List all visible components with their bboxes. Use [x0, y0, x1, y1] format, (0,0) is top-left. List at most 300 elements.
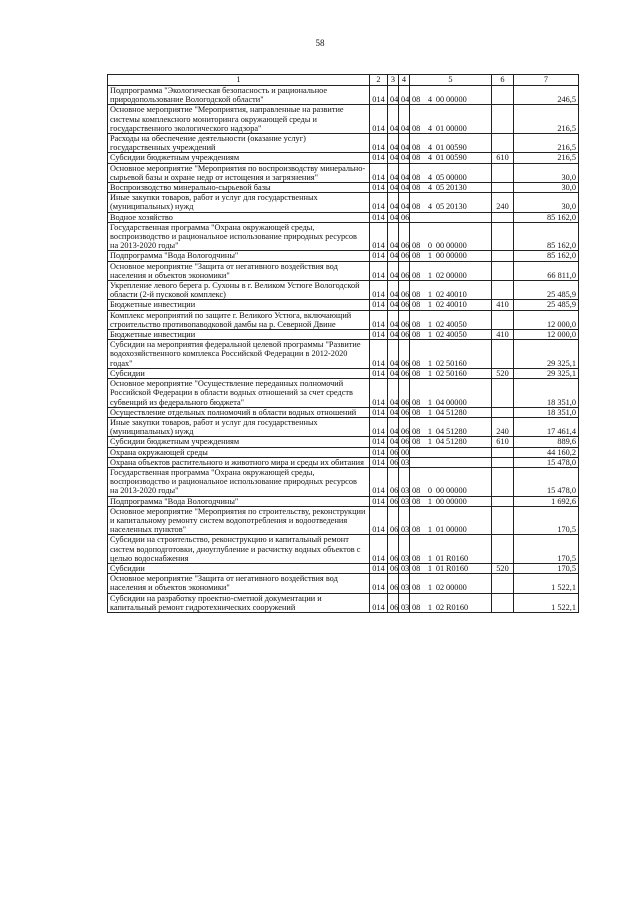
subsection-code: 04	[399, 134, 410, 153]
row-name: Бюджетные инвестиции	[108, 300, 370, 310]
article-code-part: 1	[427, 330, 433, 340]
article-code-part: 40010	[446, 300, 467, 310]
row-name: Бюджетные инвестиции	[108, 330, 370, 340]
ministry-code: 014	[370, 496, 388, 506]
article-code-part: 20130	[446, 202, 467, 212]
subsection-code: 06	[399, 437, 410, 447]
subsection-code: 03	[399, 496, 410, 506]
subsection-code: 06	[399, 222, 410, 251]
article-code-part: 1	[427, 427, 433, 437]
column-header-3: 3	[388, 75, 399, 86]
article-code-part: 1	[427, 602, 433, 612]
subsection-code: 03	[399, 574, 410, 593]
article-code-part: 4	[427, 143, 433, 153]
article-code-part: 4	[427, 123, 433, 133]
table-body	[108, 86, 579, 613]
expense-type-code: 240	[492, 417, 514, 436]
target-article-code	[410, 447, 492, 457]
expense-type-code: 520	[492, 563, 514, 573]
article-code-part: 00	[435, 241, 445, 251]
expense-type-code: 520	[492, 368, 514, 378]
article-code-part: 50160	[446, 358, 467, 368]
target-article-code	[410, 222, 492, 251]
article-code-part: 01	[435, 143, 445, 153]
article-code-part: 08	[412, 241, 421, 251]
article-code-part: R0160	[446, 553, 469, 563]
amount-value: 30,0	[514, 193, 579, 212]
article-code-part: 1	[427, 583, 433, 593]
row-name: Охрана объектов растительного и животного мира и среды их обитания	[108, 457, 370, 467]
article-code-part: 04	[435, 407, 445, 417]
article-code-part: 00	[435, 496, 445, 506]
article-code-part: 00000	[446, 496, 467, 506]
ministry-code: 014	[370, 134, 388, 153]
target-article-code	[410, 467, 492, 496]
column-header-7: 7	[514, 75, 579, 86]
article-code-part: 40050	[446, 330, 467, 340]
subsection-code: 03	[399, 467, 410, 496]
ministry-code: 014	[370, 467, 388, 496]
row-name: Подпрограмма "Вода Вологодчины"	[108, 251, 370, 261]
table-row	[108, 330, 579, 340]
expense-type-code	[492, 467, 514, 496]
article-code-part: 1	[427, 358, 433, 368]
row-name: Расходы на обеспечение деятельности (оказание услуг) государственных учреждений	[108, 134, 370, 153]
ministry-code: 014	[370, 153, 388, 163]
amount-value: 170,5	[514, 535, 579, 564]
ministry-code: 014	[370, 193, 388, 212]
article-code-part: 1	[427, 300, 433, 310]
section-code: 06	[388, 467, 399, 496]
section-code: 06	[388, 563, 399, 573]
article-code-part: 01	[435, 553, 445, 563]
ministry-code: 014	[370, 310, 388, 329]
section-code: 06	[388, 457, 399, 467]
expense-type-code	[492, 593, 514, 612]
article-code-part: 02	[435, 270, 445, 280]
amount-value: 12 000,0	[514, 330, 579, 340]
ministry-code: 014	[370, 593, 388, 612]
article-code-part: 08	[412, 143, 421, 153]
article-code-part: 08	[412, 290, 421, 300]
target-article-code	[410, 310, 492, 329]
table-row	[108, 163, 579, 182]
article-code-part: 0	[427, 486, 433, 496]
subsection-code: 06	[399, 379, 410, 408]
article-code-part: 20130	[446, 183, 467, 193]
article-code-part: 08	[412, 407, 421, 417]
article-code-part: 00000	[446, 525, 467, 535]
ministry-code: 014	[370, 447, 388, 457]
article-code-part: 02	[435, 330, 445, 340]
subsection-code: 06	[399, 281, 410, 300]
ministry-code: 014	[370, 417, 388, 436]
expense-type-code	[492, 163, 514, 182]
row-name: Субсидии на мероприятия федеральной целевой программы "Развитие водохозяйственного комплекса Российской Федерации в 2012-2020 годах"	[108, 340, 370, 369]
table-row	[108, 417, 579, 436]
expense-type-code	[492, 340, 514, 369]
article-code-part: 08	[412, 330, 421, 340]
table-row	[108, 535, 579, 564]
section-code: 04	[388, 222, 399, 251]
expense-type-code	[492, 496, 514, 506]
expense-type-code	[492, 212, 514, 222]
article-code-part: 1	[427, 553, 433, 563]
subsection-code: 04	[399, 105, 410, 134]
article-code-part: 51280	[446, 437, 467, 447]
table-row	[108, 506, 579, 535]
ministry-code: 014	[370, 437, 388, 447]
article-code-part: 00000	[446, 172, 467, 182]
article-code-part: 1	[427, 319, 433, 329]
section-code: 04	[388, 86, 399, 105]
amount-value: 216,5	[514, 105, 579, 134]
row-name: Основное мероприятие "Защита от негативного воздействия вод населения и объектов экономики"	[108, 261, 370, 280]
article-code-part: 08	[412, 368, 421, 378]
ministry-code: 014	[370, 535, 388, 564]
amount-value: 1 692,6	[514, 496, 579, 506]
expense-type-code	[492, 447, 514, 457]
amount-value: 66 811,0	[514, 261, 579, 280]
table-row	[108, 368, 579, 378]
article-code-part: 08	[412, 553, 421, 563]
article-code-part: 50160	[446, 368, 467, 378]
ministry-code: 014	[370, 251, 388, 261]
article-code-part: 08	[412, 300, 421, 310]
article-code-part: 00000	[446, 95, 467, 105]
ministry-code: 014	[370, 261, 388, 280]
article-code-part: 1	[427, 368, 433, 378]
article-code-part: 4	[427, 95, 433, 105]
article-code-part: 08	[412, 437, 421, 447]
target-article-code	[410, 300, 492, 310]
subsection-code: 04	[399, 86, 410, 105]
expense-type-code	[492, 310, 514, 329]
article-code-part: 1	[427, 270, 433, 280]
target-article-code	[410, 153, 492, 163]
article-code-part: 08	[412, 525, 421, 535]
ministry-code: 014	[370, 340, 388, 369]
section-code: 04	[388, 153, 399, 163]
section-code: 04	[388, 163, 399, 182]
section-code: 06	[388, 447, 399, 457]
target-article-code	[410, 417, 492, 436]
ministry-code: 014	[370, 330, 388, 340]
target-article-code	[410, 163, 492, 182]
row-name: Государственная программа "Охрана окружающей среды, воспроизводство и рациональное использование природных ресурсов на 2013-2020 годы"	[108, 467, 370, 496]
subsection-code: 03	[399, 506, 410, 535]
amount-value: 889,6	[514, 437, 579, 447]
subsection-code: 06	[399, 407, 410, 417]
row-name: Субсидии бюджетным учреждениям	[108, 153, 370, 163]
target-article-code	[410, 86, 492, 105]
expense-type-code	[492, 379, 514, 408]
target-article-code	[410, 379, 492, 408]
subsection-code: 06	[399, 251, 410, 261]
page-number: 58	[315, 38, 325, 48]
row-name: Субсидии на строительство, реконструкцию и капитальный ремонт систем водоподготовки, дноуглубление и расчистку водных объектов с целью водоснабжения	[108, 535, 370, 564]
table-row	[108, 193, 579, 212]
amount-value: 17 461,4	[514, 417, 579, 436]
article-code-part: 00590	[446, 153, 467, 163]
target-article-code	[410, 407, 492, 417]
column-header-4: 4	[399, 75, 410, 86]
target-article-code	[410, 212, 492, 222]
article-code-part: 40010	[446, 290, 467, 300]
article-code-part: 08	[412, 602, 421, 612]
section-code: 04	[388, 193, 399, 212]
article-code-part: 1	[427, 437, 433, 447]
section-code: 04	[388, 281, 399, 300]
table-row	[108, 310, 579, 329]
row-name: Основное мероприятие "Мероприятия по воспроизводству минерально-сырьевой базы и охране недр от истощения и загрязнения"	[108, 163, 370, 182]
article-code-part: 1	[427, 407, 433, 417]
article-code-part: 00	[435, 486, 445, 496]
article-code-part: 01	[435, 123, 445, 133]
ministry-code: 014	[370, 506, 388, 535]
expense-type-code	[492, 407, 514, 417]
amount-value: 44 160,2	[514, 447, 579, 457]
article-code-part: 02	[435, 583, 445, 593]
section-code: 04	[388, 437, 399, 447]
target-article-code	[410, 457, 492, 467]
column-header-2: 2	[370, 75, 388, 86]
target-article-code	[410, 340, 492, 369]
subsection-code: 06	[399, 368, 410, 378]
expense-type-code	[492, 86, 514, 105]
section-code: 04	[388, 368, 399, 378]
article-code-part: 08	[412, 563, 421, 573]
row-name: Основное мероприятие "Осуществление переданных полномочий Российской Федерации в области водных отношений за счет средств субвенций из федерального бюджета"	[108, 379, 370, 408]
row-name: Осуществление отдельных полномочий в области водных отношений	[108, 407, 370, 417]
table-row	[108, 222, 579, 251]
article-code-part: 00000	[446, 241, 467, 251]
article-code-part: 04	[435, 427, 445, 437]
section-code: 06	[388, 574, 399, 593]
target-article-code	[410, 496, 492, 506]
amount-value: 15 478,0	[514, 457, 579, 467]
expense-type-code: 410	[492, 300, 514, 310]
article-code-part: 02	[435, 290, 445, 300]
table-row	[108, 134, 579, 153]
subsection-code: 06	[399, 300, 410, 310]
table-row	[108, 407, 579, 417]
article-code-part: 00000	[446, 123, 467, 133]
article-code-part: 0	[427, 241, 433, 251]
table-row	[108, 183, 579, 193]
table-row	[108, 86, 579, 105]
target-article-code	[410, 251, 492, 261]
ministry-code: 014	[370, 105, 388, 134]
ministry-code: 014	[370, 379, 388, 408]
ministry-code: 014	[370, 163, 388, 182]
subsection-code: 04	[399, 183, 410, 193]
ministry-code: 014	[370, 563, 388, 573]
subsection-code: 04	[399, 153, 410, 163]
article-code-part: 05	[435, 202, 445, 212]
ministry-code: 014	[370, 300, 388, 310]
amount-value: 85 162,0	[514, 222, 579, 251]
amount-value: 18 351,0	[514, 379, 579, 408]
section-code: 04	[388, 330, 399, 340]
ministry-code: 014	[370, 281, 388, 300]
table-row	[108, 457, 579, 467]
section-code: 06	[388, 496, 399, 506]
amount-value: 25 485,9	[514, 300, 579, 310]
section-code: 04	[388, 261, 399, 280]
row-name: Подпрограмма "Вода Вологодчины"	[108, 496, 370, 506]
section-code: 06	[388, 535, 399, 564]
table-row	[108, 340, 579, 369]
article-code-part: 02	[435, 368, 445, 378]
expense-type-code	[492, 535, 514, 564]
amount-value: 170,5	[514, 563, 579, 573]
article-code-part: 05	[435, 183, 445, 193]
expense-type-code: 610	[492, 153, 514, 163]
table-row	[108, 496, 579, 506]
article-code-part: 08	[412, 153, 421, 163]
article-code-part: 08	[412, 172, 421, 182]
target-article-code	[410, 330, 492, 340]
article-code-part: 02	[435, 358, 445, 368]
article-code-part: 1	[427, 251, 433, 261]
expense-type-code	[492, 506, 514, 535]
section-code: 04	[388, 105, 399, 134]
section-code: 04	[388, 340, 399, 369]
amount-value: 1 522,1	[514, 593, 579, 612]
ministry-code: 014	[370, 407, 388, 417]
table-row	[108, 212, 579, 222]
article-code-part: 08	[412, 319, 421, 329]
article-code-part: 1	[427, 563, 433, 573]
target-article-code	[410, 437, 492, 447]
target-article-code	[410, 563, 492, 573]
article-code-part: 02	[435, 602, 445, 612]
target-article-code	[410, 261, 492, 280]
ministry-code: 014	[370, 212, 388, 222]
amount-value: 29 325,1	[514, 368, 579, 378]
amount-value: 85 162,0	[514, 212, 579, 222]
column-header-1: 1	[108, 75, 370, 86]
article-code-part: 51280	[446, 427, 467, 437]
row-name: Основное мероприятие "Мероприятия по строительству, реконструкции и капитальному ремонту систем водопотребления и водоотведения населенных пунктов"	[108, 506, 370, 535]
row-name: Государственная программа "Охрана окружающей среды, воспроизводство и рациональное использование природных ресурсов на 2013-2020 годы"	[108, 222, 370, 251]
amount-value: 12 000,0	[514, 310, 579, 329]
table-row	[108, 379, 579, 408]
article-code-part: 08	[412, 183, 421, 193]
section-code: 06	[388, 593, 399, 612]
subsection-code: 06	[399, 212, 410, 222]
article-code-part: 01	[435, 525, 445, 535]
subsection-code: 06	[399, 417, 410, 436]
article-code-part: 00	[435, 251, 445, 261]
expense-type-code	[492, 261, 514, 280]
table-row	[108, 447, 579, 457]
section-code: 04	[388, 379, 399, 408]
target-article-code	[410, 535, 492, 564]
subsection-code: 06	[399, 340, 410, 369]
amount-value: 25 485,9	[514, 281, 579, 300]
article-code-part: R0160	[446, 563, 469, 573]
article-code-part: 08	[412, 486, 421, 496]
table-row	[108, 261, 579, 280]
row-name: Комплекс мероприятий по защите г. Великого Устюга, включающий строительство противопаводковой дамбы на р. Северной Двине	[108, 310, 370, 329]
target-article-code	[410, 281, 492, 300]
table-header-row	[108, 75, 579, 86]
expense-type-code	[492, 574, 514, 593]
row-name: Укрепление левого берега р. Сухоны в г. Великом Устюге Вологодской области (2-й пусковой комплекс)	[108, 281, 370, 300]
table-row	[108, 574, 579, 593]
article-code-part: 51280	[446, 407, 467, 417]
amount-value: 85 162,0	[514, 251, 579, 261]
amount-value: 29 325,1	[514, 340, 579, 369]
amount-value: 18 351,0	[514, 407, 579, 417]
article-code-part: 4	[427, 183, 433, 193]
expense-type-code	[492, 134, 514, 153]
target-article-code	[410, 105, 492, 134]
target-article-code	[410, 368, 492, 378]
article-code-part: 1	[427, 290, 433, 300]
target-article-code	[410, 134, 492, 153]
amount-value: 1 522,1	[514, 574, 579, 593]
subsection-code: 03	[399, 535, 410, 564]
ministry-code: 014	[370, 574, 388, 593]
expense-type-code	[492, 251, 514, 261]
article-code-part: 4	[427, 202, 433, 212]
expense-type-code	[492, 222, 514, 251]
section-code: 04	[388, 251, 399, 261]
target-article-code	[410, 506, 492, 535]
subsection-code: 04	[399, 163, 410, 182]
article-code-part: 00000	[446, 583, 467, 593]
row-name: Водное хозяйство	[108, 212, 370, 222]
section-code: 04	[388, 183, 399, 193]
article-code-part: R0160	[446, 602, 469, 612]
subsection-code: 03	[399, 457, 410, 467]
article-code-part: 01	[435, 153, 445, 163]
target-article-code	[410, 574, 492, 593]
subsection-code: 06	[399, 261, 410, 280]
article-code-part: 00	[435, 95, 445, 105]
article-code-part: 01	[435, 563, 445, 573]
row-name: Субсидии на разработку проектно-сметной документации и капитальный ремонт гидротехнических сооружений	[108, 593, 370, 612]
article-code-part: 08	[412, 358, 421, 368]
article-code-part: 00000	[446, 397, 467, 407]
article-code-part: 08	[412, 202, 421, 212]
article-code-part: 02	[435, 300, 445, 310]
article-code-part: 4	[427, 172, 433, 182]
ministry-code: 014	[370, 457, 388, 467]
row-name: Субсидии	[108, 563, 370, 573]
ministry-code: 014	[370, 222, 388, 251]
column-header-6: 6	[492, 75, 514, 86]
section-code: 04	[388, 310, 399, 329]
expense-type-code	[492, 183, 514, 193]
amount-value: 216,5	[514, 134, 579, 153]
article-code-part: 08	[412, 95, 421, 105]
column-header-5: 5	[410, 75, 492, 86]
section-code: 04	[388, 407, 399, 417]
article-code-part: 00000	[446, 251, 467, 261]
subsection-code: 03	[399, 593, 410, 612]
article-code-part: 02	[435, 319, 445, 329]
article-code-part: 1	[427, 525, 433, 535]
budget-table	[107, 74, 579, 613]
amount-value: 15 478,0	[514, 467, 579, 496]
row-name: Субсидии	[108, 368, 370, 378]
row-name: Охрана окружающей среды	[108, 447, 370, 457]
article-code-part: 1	[427, 397, 433, 407]
